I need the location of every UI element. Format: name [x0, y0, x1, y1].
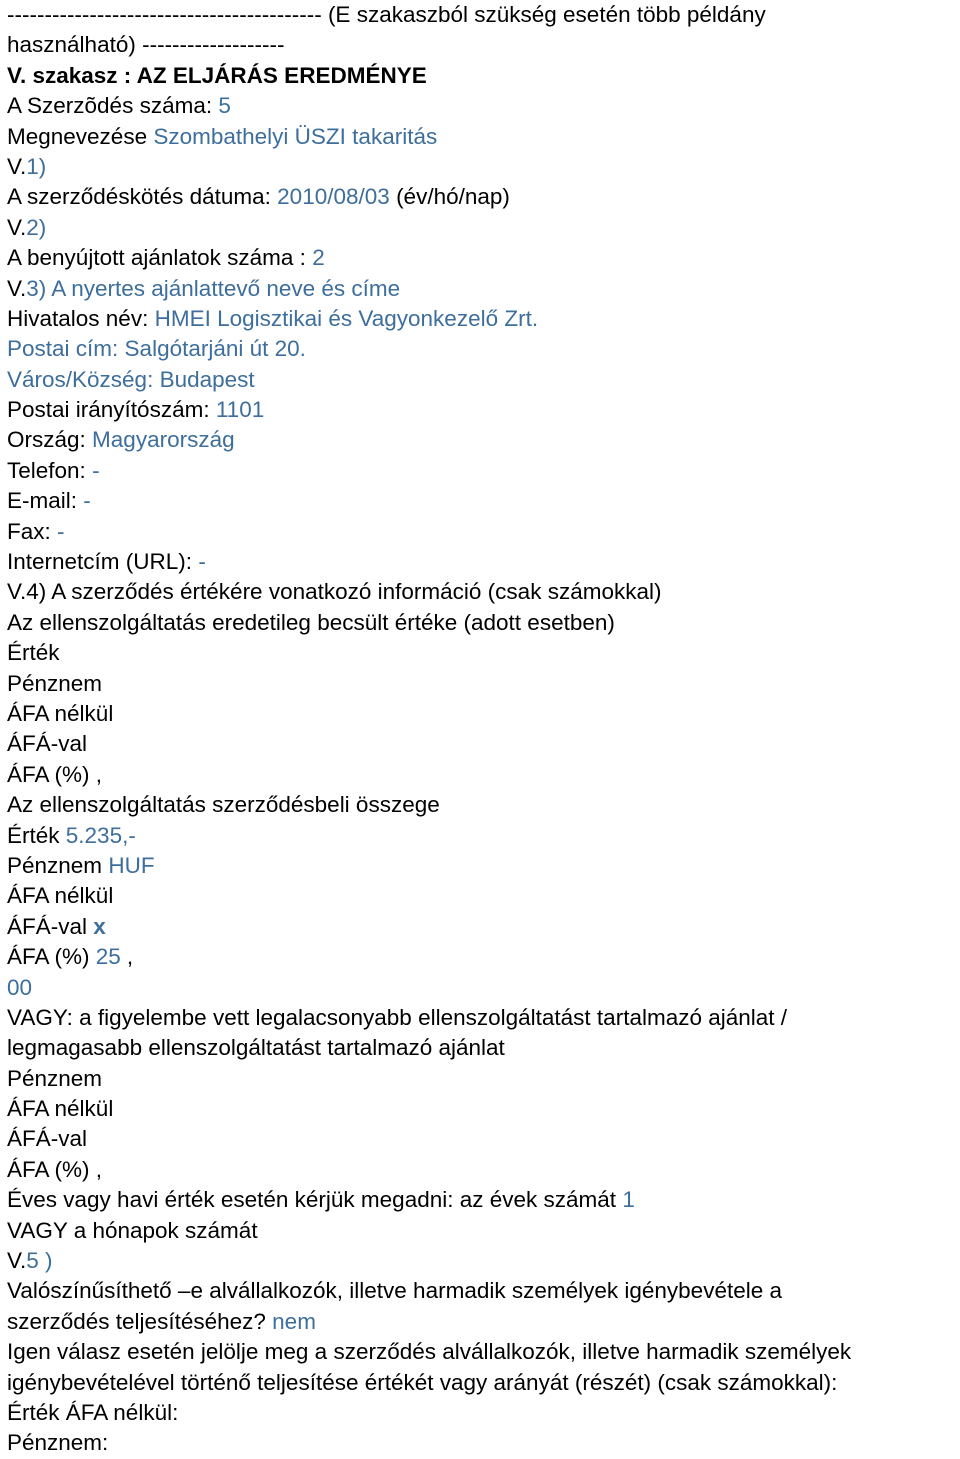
v4-gross-row [7, 912, 960, 942]
section-title [7, 61, 960, 91]
v1-date-row [7, 182, 960, 212]
v3-heading-rest: 3) A nyertes ajánlattevő neve és címe [26, 275, 401, 301]
v4-est-currency-row [7, 669, 960, 699]
v3-country-value: Magyarország [92, 427, 235, 453]
separator-text-2: használható) ------------------- [7, 32, 285, 58]
v3-phone-row [7, 456, 960, 486]
v3-city-row [7, 365, 960, 395]
v5-instruction-row-2 [7, 1368, 960, 1398]
v4-months-label: VAGY a hónapok számát [7, 1217, 258, 1243]
v3-email-label: E-mail: [7, 488, 78, 514]
separator-line [7, 0, 960, 30]
v3-phone-label: Telefon: [7, 457, 86, 483]
v4-currency-row [7, 851, 960, 881]
v4-years-value: 1 [622, 1187, 635, 1213]
v3-url-label: Internetcím (URL): [7, 549, 193, 575]
v2-heading-num: 2) [26, 214, 47, 240]
v4-gross-label: ÁFÁ-val [7, 913, 88, 939]
section-title-text: V. szakasz : AZ ELJÁRÁS EREDMÉNYE [7, 62, 427, 88]
v2-offers-value: 2 [312, 245, 325, 271]
v4-vat-decimals: 00 [7, 974, 33, 1000]
v1-heading [7, 152, 960, 182]
contract-name-label: Megnevezése [7, 123, 148, 149]
v4-net-label: ÁFA nélkül [7, 883, 114, 909]
v5-question-row-2 [7, 1307, 960, 1337]
v3-zip-row [7, 395, 960, 425]
v4-est-gross-label: ÁFÁ-val [7, 731, 88, 757]
v4-or-gross-label: ÁFÁ-val [7, 1126, 88, 1152]
v4-or-currency-row [7, 1064, 960, 1094]
separator-line-2 [7, 30, 960, 60]
v4-heading-prefix: V. [7, 579, 27, 605]
v3-fax-label: Fax: [7, 518, 51, 544]
v5-heading-prefix: V. [7, 1248, 27, 1274]
v4-value-row [7, 821, 960, 851]
v2-heading-prefix: V. [7, 214, 27, 240]
v4-estimated-row [7, 608, 960, 638]
v4-years-row [7, 1185, 960, 1215]
v4-or-vat-row [7, 1155, 960, 1185]
v3-heading [7, 274, 960, 304]
v4-est-net-row [7, 699, 960, 729]
v4-vat-row [7, 942, 960, 972]
v3-city-label: Város/Község: [7, 366, 154, 392]
v3-official-row [7, 304, 960, 334]
v4-currency-label: Pénznem [7, 852, 103, 878]
v3-postal-label: Postai cím: [7, 336, 119, 362]
v3-phone-value: - [92, 457, 100, 483]
contract-name-value: Szombathelyi ÜSZI takaritás [153, 123, 438, 149]
v4-vat-value: 25 [95, 944, 121, 970]
v5-currency-row [7, 1428, 960, 1458]
v4-months-row [7, 1216, 960, 1246]
v3-postal-value: Salgótarjáni út 20. [124, 336, 306, 362]
v5-instruction-line-1: Igen válasz esetén jelölje meg a szerződés alvállalkozók, illetve harmadik személyek [7, 1339, 852, 1365]
v3-email-value: - [83, 488, 91, 514]
v3-url-row [7, 547, 960, 577]
v5-heading-num: 5 ) [26, 1248, 53, 1274]
v1-date-suffix: (év/hó/nap) [396, 184, 510, 210]
v5-instruction-row-1 [7, 1337, 960, 1367]
v4-est-gross-row [7, 729, 960, 759]
v5-question-line-2: szerződés teljesítéséhez? [7, 1308, 266, 1334]
v4-or-row-1 [7, 1003, 960, 1033]
v4-est-vat-label: ÁFA (%) , [7, 761, 103, 787]
v3-postal-row [7, 334, 960, 364]
v5-question-line-1: Valószínűsíthető –e alvállalkozók, illetve harmadik személyek igénybevétele a [7, 1278, 782, 1304]
v5-answer-value: nem [272, 1308, 316, 1334]
contract-number-label: A Szerzõdés száma: [7, 93, 213, 119]
v5-value-net-row [7, 1398, 960, 1428]
v4-or-line-1: VAGY: a figyelembe vett legalacsonyabb ellenszolgáltatást tartalmazó ajánlat / [7, 1004, 788, 1030]
v3-fax-value: - [57, 518, 65, 544]
contract-number-value: 5 [218, 93, 231, 119]
v4-or-net-row [7, 1094, 960, 1124]
v3-zip-value: 1101 [215, 397, 265, 423]
v3-official-label: Hivatalos név: [7, 305, 149, 331]
v2-heading [7, 213, 960, 243]
v4-contract-amount-label: Az ellenszolgáltatás szerződésbeli összege [7, 792, 440, 818]
v1-heading-num: 1) [26, 153, 47, 179]
v3-official-value: HMEI Logisztikai és Vagyonkezelő Zrt. [154, 305, 539, 331]
v3-email-row [7, 486, 960, 516]
v4-estimated-label: Az ellenszolgáltatás eredetileg becsült értéke (adott esetben) [7, 609, 615, 635]
v4-or-gross-row [7, 1124, 960, 1154]
v4-vat-comma: , [126, 944, 134, 970]
v4-value-label: Érték [7, 822, 60, 848]
v5-question-row-1 [7, 1276, 960, 1306]
v3-zip-label: Postai irányítószám: [7, 397, 210, 423]
v4-currency-value: HUF [108, 852, 155, 878]
v4-est-value-label: Érték [7, 640, 60, 666]
v4-est-value-row [7, 638, 960, 668]
v4-contract-amount-row [7, 790, 960, 820]
v1-heading-prefix: V. [7, 153, 27, 179]
v3-fax-row [7, 517, 960, 547]
v5-instruction-line-2: igénybevételével történő teljesítése értékét vagy arányát (részét) (csak számokkal): [7, 1369, 838, 1395]
v5-currency-label: Pénznem: [7, 1430, 109, 1456]
v4-gross-value: x [93, 913, 106, 939]
v4-years-label: Éves vagy havi érték esetén kérjük megadni: az évek számát [7, 1187, 617, 1213]
v5-heading [7, 1246, 960, 1276]
v4-vat-label: ÁFA (%) [7, 944, 90, 970]
v3-url-value: - [198, 549, 206, 575]
v4-or-row-2 [7, 1033, 960, 1063]
v4-value-value: 5.235,- [65, 822, 136, 848]
v2-offers-label: A benyújtott ajánlatok száma : [7, 245, 306, 271]
v4-est-net-label: ÁFA nélkül [7, 700, 114, 726]
v4-or-net-label: ÁFA nélkül [7, 1096, 114, 1122]
v4-or-line-2: legmagasabb ellenszolgáltatást tartalmazó ajánlat [7, 1035, 505, 1061]
v3-country-row [7, 425, 960, 455]
v3-country-label: Ország: [7, 427, 86, 453]
separator-text: ------------------------------------------ (E szakaszból szükség esetén több példány [7, 2, 766, 27]
v3-city-value: Budapest [159, 366, 255, 392]
v5-value-net-label: Érték ÁFA nélkül: [7, 1399, 179, 1425]
v4-est-currency-label: Pénznem [7, 670, 103, 696]
v1-date-label: A szerződéskötés dátuma: [7, 184, 271, 210]
v1-date-value: 2010/08/03 [277, 184, 390, 210]
v4-heading [7, 577, 960, 607]
contract-name-row [7, 122, 960, 152]
v4-or-currency-label: Pénznem [7, 1065, 103, 1091]
v2-offers-row [7, 243, 960, 273]
v3-heading-prefix: V. [7, 275, 27, 301]
contract-number-row [7, 91, 960, 121]
v4-or-vat-label: ÁFA (%) , [7, 1156, 103, 1182]
v4-heading-rest: 4) A szerződés értékére vonatkozó információ (csak számokkal) [26, 579, 662, 605]
v4-net-row [7, 881, 960, 911]
v4-vat-decimals-row [7, 973, 960, 1003]
v4-est-vat-row [7, 760, 960, 790]
